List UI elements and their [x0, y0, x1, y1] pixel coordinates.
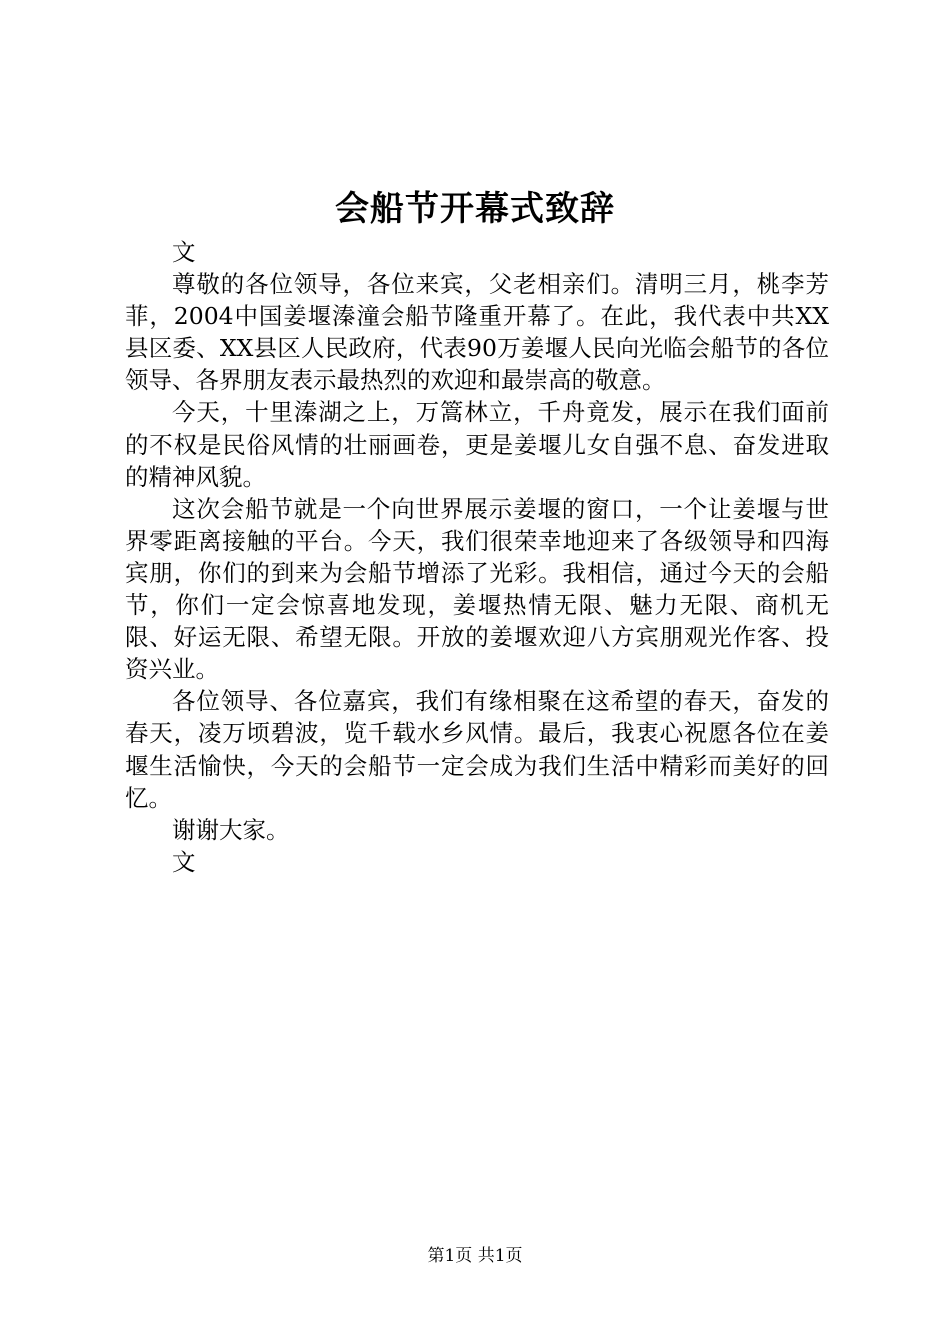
paragraph-author: 文: [172, 238, 196, 266]
paragraph-thanks: 谢谢大家。: [172, 815, 290, 844]
page-number-footer: 第1页 共1页: [427, 1246, 523, 1266]
document-title: 会船节开幕式致辞: [335, 189, 615, 229]
paragraph-wishes: 各位领导、各位嘉宾，我们有缘相聚在这希望的春天，奋发的春天，凌万顷碧波，览千载水乡风情。最后，我衷心祝愿各位在姜堰生活愉快，今天的会船节一定会成为我们生活中精彩而美好的回忆。: [125, 687, 829, 812]
paragraph-scene: 今天，十里溱湖之上，万篙林立，千舟竟发，展示在我们面前的不权是民俗风情的壮丽画卷，更是姜堰儿女自强不息、奋发进取的精神风貌。: [125, 398, 829, 491]
paragraph-closing: 文: [172, 847, 196, 876]
paragraph-window: 这次会船节就是一个向世界展示姜堰的窗口，一个让姜堰与世界零距离接触的平台。今天，我们很荣幸地迎来了各级领导和四海宾朋，你们的到来为会船节增添了光彩。我相信，通过今天的会船节，你们一定会惊喜地发现，姜堰热情无限、魅力无限、商机无限、好运无限、希望无限。开放的姜堰欢迎八方宾朋观光作客、投资兴业。: [125, 494, 829, 684]
paragraph-greeting: 尊敬的各位领导，各位来宾，父老相亲们。清明三月，桃李芳菲，2004中国姜堰溱潼会船节隆重开幕了。在此，我代表中共XX县区委、XX县区人民政府，代表90万姜堰人民向光临会船节的各位领导、各界朋友表示最热烈的欢迎和最崇高的敬意。: [125, 270, 829, 395]
document-body: [125, 236, 829, 878]
